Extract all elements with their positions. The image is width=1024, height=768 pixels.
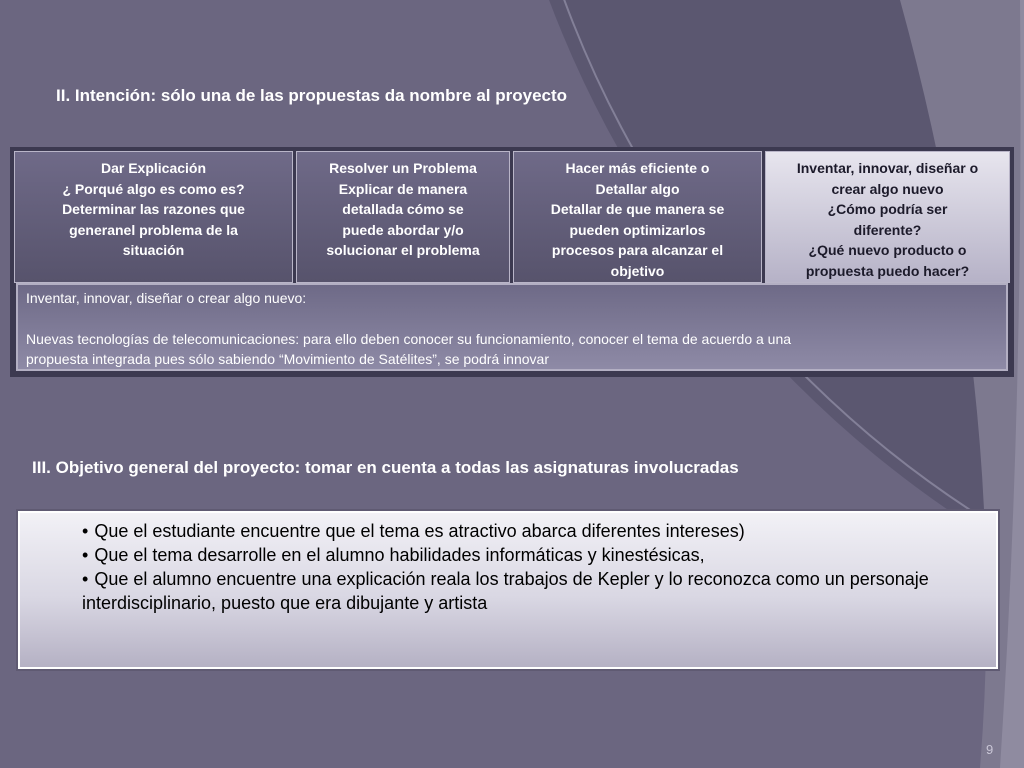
selected-option-text: propuesta integrada pues sólo sabiendo “Movimiento de Satélites”, se podrá innovar (26, 351, 549, 367)
option-line: solucionar el problema (326, 242, 480, 258)
selected-option-title: Inventar, innovar, diseñar o crear algo nuevo: (26, 290, 307, 306)
selected-option-description (16, 283, 1008, 371)
objective-item (82, 543, 976, 567)
objectives-box (18, 511, 998, 669)
option-line: Dar Explicación (100, 160, 207, 176)
option-dar-explicacion (14, 151, 293, 283)
slide-number: 9 (986, 742, 994, 757)
option-line: Inventar, innovar, diseñar o (796, 160, 979, 176)
objective-text: Que el alumno encuentre una explicación reala los trabajos de Kepler y lo reconozca como un personaje interdisciplinario, puesto que era dibujante y artista (82, 569, 929, 613)
option-line: detallada cómo se (342, 201, 464, 217)
option-line: crear algo nuevo (831, 180, 944, 197)
option-line: Hacer más eficiente o (565, 160, 710, 176)
option-line: ¿ Porqué algo es como es? (62, 180, 245, 197)
option-line: ¿Cómo podría ser (827, 201, 948, 217)
section-3-text: tomar en cuenta a todas las asignaturas involucradas (300, 458, 739, 477)
option-line: Explicar de manera (338, 180, 468, 197)
option-resolver-problema (296, 151, 510, 283)
option-line: diferente? (853, 221, 922, 238)
option-line: ¿Qué nuevo producto o (808, 242, 967, 258)
bullet: • (82, 569, 89, 589)
section-2-numeral: II (56, 86, 66, 105)
objective-text: Que el estudiante encuentre que el tema es atractivo abarca diferentes intereses) (94, 521, 745, 541)
objectives-list (82, 519, 976, 615)
option-line: Detallar de que manera se (550, 201, 725, 217)
option-line: pueden optimizarlos (569, 221, 706, 238)
option-line: procesos para alcanzar el (551, 242, 724, 258)
option-inventar-innovar (765, 151, 1010, 283)
section-2-title (56, 86, 567, 106)
bullet: • (82, 545, 89, 565)
option-line: Resolver un Problema (329, 160, 477, 176)
options-table (10, 147, 1014, 377)
spacer (26, 309, 998, 329)
objective-item (82, 519, 976, 543)
option-line: puede abordar y/o (342, 221, 464, 238)
selected-option-text: Nuevas tecnologías de telecomunicaciones: para ello deben conocer su funcionamiento, conocer el tema de acuerdo a una (26, 330, 792, 347)
option-line: objetivo (610, 262, 665, 279)
section-2-text: . Intención: sólo una de las propuestas da nombre al proyecto (65, 86, 568, 105)
option-hacer-mas-eficiente (513, 151, 762, 283)
bullet: • (82, 521, 89, 541)
objective-text: Que el tema desarrolle en el alumno habilidades informáticas y kinestésicas, (94, 545, 705, 565)
section-3-label: III. Objetivo general del proyecto: (32, 458, 301, 477)
option-line: Detallar algo (595, 180, 680, 197)
option-line: situación (122, 242, 185, 258)
option-line: propuesta puedo hacer? (805, 262, 970, 279)
section-3-title (32, 458, 739, 478)
option-line: Determinar las razones que (62, 201, 245, 217)
option-line: generanel problema de la (69, 221, 238, 238)
objective-item (82, 567, 976, 615)
